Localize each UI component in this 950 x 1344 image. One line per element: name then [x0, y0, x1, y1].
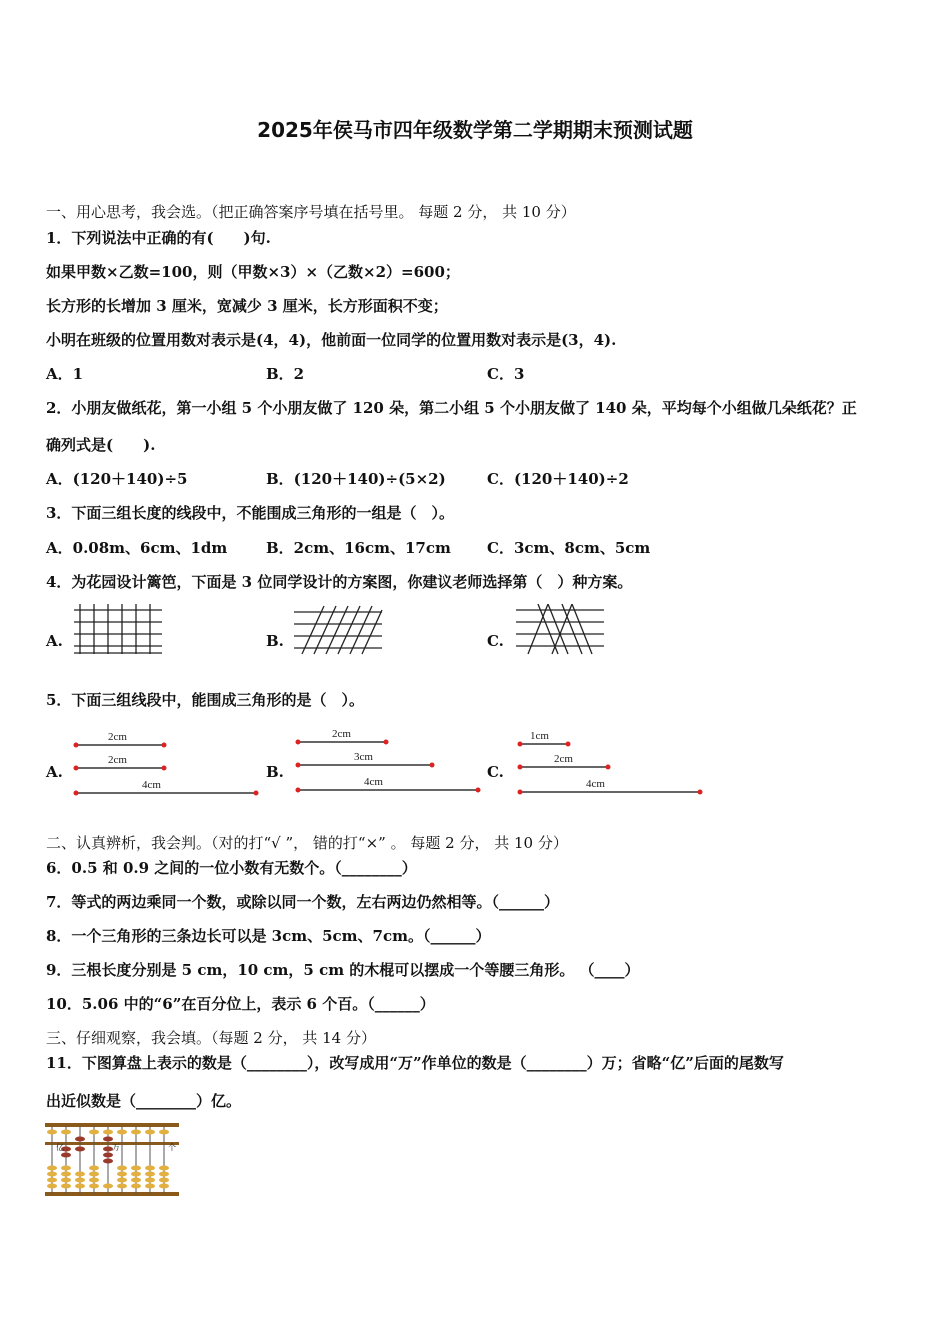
page-title: 2025年侯马市四年级数学第二学期期末预测试题	[257, 118, 693, 142]
segment-c2-label: 2cm	[554, 753, 573, 765]
section1-heading: 一、用心思考，我会选。（把正确答案序号填在括号里。 每题 2 分， 共 10 分）	[46, 203, 576, 221]
q6: 6．0.5 和 0.9 之间的一位小数有无数个。（________）	[46, 859, 417, 877]
q4-option-c: C.	[487, 632, 504, 650]
q11-line1: 11．下图算盘上表示的数是（________），改写成用“万”作单位的数是（________）万；省略“亿”后面的尾数写	[46, 1054, 784, 1072]
q11-line2: 出近似数是（________）亿。	[46, 1092, 242, 1110]
q2-option-a: A．(120＋140)÷5	[46, 470, 188, 488]
segment-b1-label: 2cm	[332, 728, 351, 740]
section3-heading: 三、仔细观察，我会填。（每题 2 分， 共 14 分）	[46, 1029, 376, 1047]
q1-stem: 1．下列说法中正确的有( )句.	[46, 229, 271, 247]
q5-option-b: B.	[266, 763, 284, 781]
q2-stem-line1: 2．小朋友做纸花，第一小组 5 个小朋友做了 120 朵，第二小组 5 个小朋友做了 140 朵，平均每个小组做几朵纸花？正	[46, 399, 857, 417]
fence-slanted-b	[292, 604, 384, 656]
segment-a1-label: 2cm	[108, 731, 127, 743]
q3-option-b: B．2cm、16cm、17cm	[266, 539, 451, 557]
q1-option-b: B．2	[266, 365, 305, 383]
q3-option-a: A．0.08m、6cm、1dm	[46, 539, 228, 557]
q1-option-a: A．1	[46, 365, 84, 383]
segment-a3-label: 4cm	[142, 779, 161, 791]
q1-statement-3: 小明在班级的位置用数对表示是(4，4)，他前面一位同学的位置用数对表示是(3，4).	[46, 331, 617, 349]
q2-stem-line2: 确列式是( ).	[46, 436, 156, 454]
section2-heading: 二、认真辨析，我会判。（对的打“√ ”， 错的打“×” 。 每题 2 分， 共 10 分）	[46, 834, 568, 852]
q5-option-a: A.	[46, 763, 63, 781]
segments-c	[514, 724, 706, 800]
q3-stem: 3．下面三组长度的线段中，不能围成三角形的一组是（ ）。	[46, 504, 454, 522]
q8: 8．一个三角形的三条边长可以是 3cm、5cm、7cm。（______）	[46, 927, 491, 945]
q1-option-c: C．3	[487, 365, 525, 383]
segment-a2-label: 2cm	[108, 754, 127, 766]
segments-a	[70, 726, 262, 800]
segment-b3-label: 4cm	[364, 776, 383, 788]
segment-c1-label: 1cm	[530, 730, 549, 742]
q7: 7．等式的两边乘同一个数，或除以同一个数，左右两边仍然相等。（______）	[46, 893, 559, 911]
segment-c3-label: 4cm	[586, 778, 605, 790]
abacus-label-ge: 个	[168, 1143, 176, 1152]
q2-option-c: C．(120＋140)÷2	[487, 470, 629, 488]
abacus-label-wan: 万	[112, 1143, 120, 1152]
abacus-figure	[44, 1122, 180, 1198]
q4-stem: 4．为花园设计篱笆，下面是 3 位同学设计的方案图，你建议老师选择第（ ）种方案。	[46, 573, 633, 591]
q5-stem: 5．下面三组线段中，能围成三角形的是（ ）。	[46, 691, 364, 709]
segment-b2-label: 3cm	[354, 751, 373, 763]
q1-statement-2: 长方形的长增加 3 厘米，宽减少 3 厘米，长方形面积不变；	[46, 297, 448, 315]
fence-grid-a	[72, 604, 164, 656]
abacus-label-yi: 亿	[56, 1143, 64, 1152]
q10: 10．5.06 中的“6”在百分位上，表示 6 个百。（______）	[46, 995, 435, 1013]
fence-triangle-c	[514, 604, 606, 656]
q3-option-c: C．3cm、8cm、5cm	[487, 539, 651, 557]
segments-b	[292, 724, 484, 798]
q5-option-c: C.	[487, 763, 504, 781]
q9: 9．三根长度分别是 5 cm，10 cm，5 cm 的木棍可以摆成一个等腰三角形。 （____）	[46, 961, 640, 979]
q2-option-b: B．(120＋140)÷(5×2)	[266, 470, 446, 488]
q1-statement-1: 如果甲数×乙数=100，则（甲数×3）×（乙数×2）=600；	[46, 263, 460, 281]
q4-option-b: B.	[266, 632, 284, 650]
q4-option-a: A.	[46, 632, 63, 650]
